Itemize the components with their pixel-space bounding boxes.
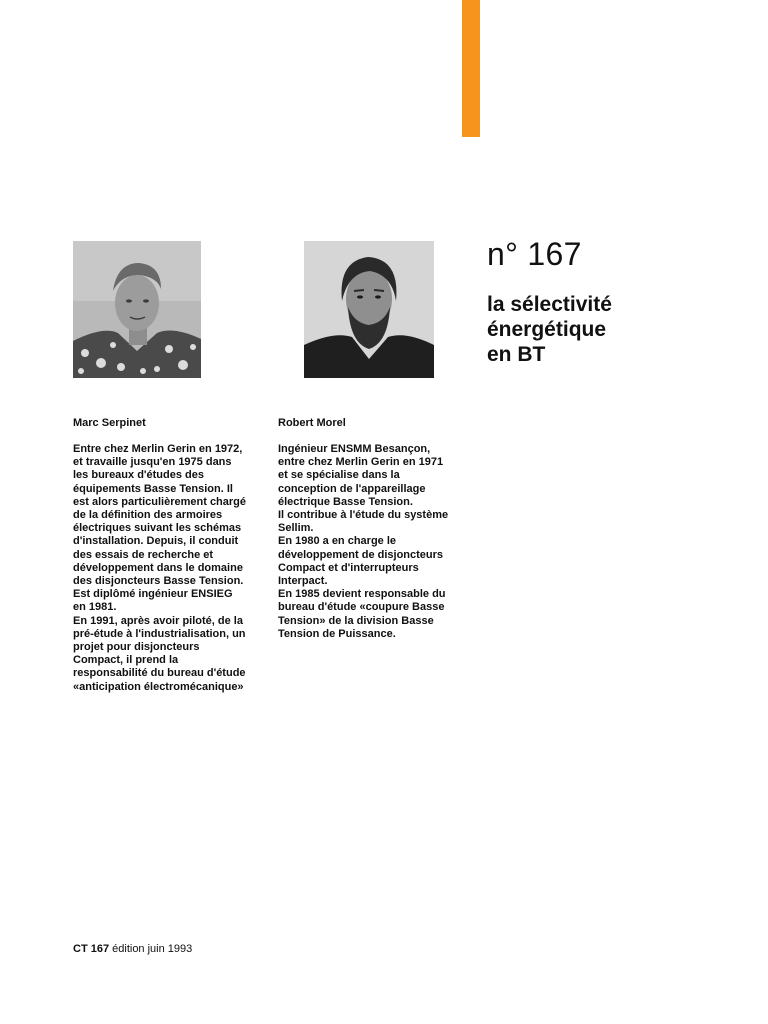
bio-line: «anticipation électromécanique»: [73, 680, 244, 693]
bio-line: de la définition des armoires: [73, 509, 223, 522]
bio-line: équipements Basse Tension. Il: [73, 482, 233, 495]
document-title-line: la sélectivité: [487, 293, 612, 316]
bio-line: Entre chez Merlin Gerin en 1972,: [73, 443, 243, 455]
author-column-1: [73, 416, 263, 694]
author-photo-marc-serpinet: [73, 241, 201, 378]
bio-line: pré-étude à l'industrialisation, un: [73, 627, 246, 640]
bio-line: entre chez Merlin Gerin en 1971: [278, 456, 444, 469]
bio-line: bureau d'étude «coupure Basse: [278, 601, 445, 614]
document-title-line: énergétique: [487, 318, 607, 341]
document-title-line: en BT: [487, 343, 546, 366]
author-name: Marc Serpinet: [73, 417, 146, 429]
accent-bar: [462, 0, 480, 137]
bio-line: développement dans le domaine: [73, 561, 243, 574]
bio-line: les bureaux d'études des: [73, 469, 204, 482]
bio-line: électriques suivant les schémas: [73, 522, 242, 535]
bio-line: électrique Basse Tension.: [278, 495, 413, 508]
author-bio: [278, 443, 468, 641]
bio-line: Il contribue à l'étude du système: [278, 509, 449, 522]
document-number: n° 167: [487, 236, 582, 272]
bio-line: En 1985 devient responsable du: [278, 588, 446, 601]
bio-line: Tension» de la division Basse: [278, 614, 434, 627]
bio-line: et se spécialise dans la: [278, 469, 400, 482]
bio-line: Compact, il prend la: [73, 654, 179, 667]
bio-line: en 1981.: [73, 601, 117, 614]
footer-edition-text: édition juin 1993: [109, 943, 193, 955]
bio-line: est alors particulièrement chargé: [73, 495, 247, 508]
bio-line: conception de l'appareillage: [278, 482, 426, 495]
bio-line: En 1991, après avoir piloté, de la: [73, 614, 243, 627]
document-title: [487, 292, 687, 367]
bio-line: En 1980 a en charge le: [278, 535, 397, 548]
author-column-2: [278, 416, 468, 641]
bio-line: Sellim.: [278, 522, 314, 535]
bio-line: responsabilité du bureau d'étude: [73, 667, 246, 680]
bio-line: Ingénieur ENSMM Besançon,: [278, 443, 431, 455]
author-bio: [73, 443, 263, 694]
bio-line: Interpact.: [278, 575, 328, 588]
bio-line: projet pour disjoncteurs: [73, 641, 200, 654]
bio-line: des essais de recherche et: [73, 548, 214, 561]
bio-line: d'installation. Depuis, il conduit: [73, 535, 239, 548]
bio-line: et travaille jusqu'en 1975 dans: [73, 456, 232, 469]
author-photo-robert-morel: [304, 241, 434, 378]
bio-line: Est diplômé ingénieur ENSIEG: [73, 588, 233, 601]
bio-line: des disjoncteurs Basse Tension.: [73, 575, 244, 588]
footer-edition: [73, 943, 192, 955]
footer-ct-label: CT 167: [73, 943, 110, 955]
author-name: Robert Morel: [278, 417, 346, 429]
bio-line: développement de disjoncteurs: [278, 548, 444, 561]
bio-line: Tension de Puissance.: [278, 627, 396, 640]
bio-line: Compact et d'interrupteurs: [278, 561, 419, 574]
